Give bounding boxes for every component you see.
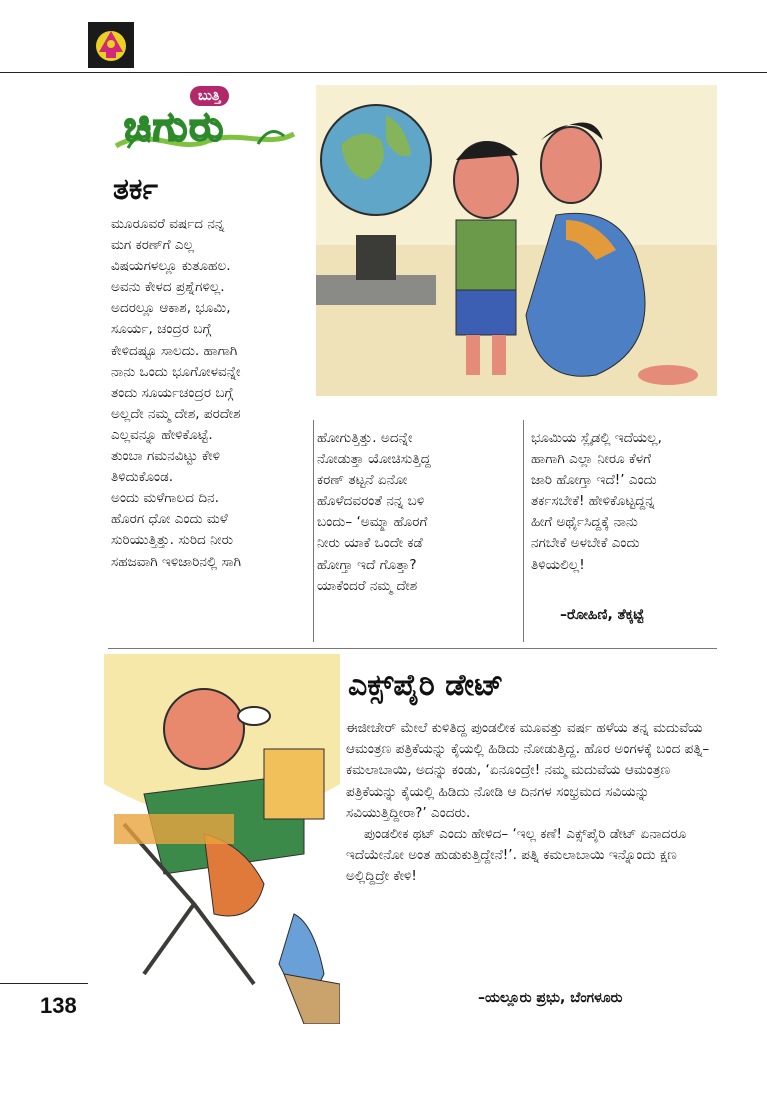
column-divider [313,420,314,642]
story1-column1: ಮೂರೂವರೆ ವರ್ಷದ ನನ್ನ ಮಗ ಕರಣ್‌ಗೆ ಎಲ್ಲ ವಿಷಯಗಳಲ್ಲೂ ಕುತೂಹಲ. ಅವನು ಕೇಳದ ಪ್ರಶ್ನೆಗಳಿಲ್ಲ. ಅದರಲ್ಲೂ ಆಕಾಶ, ಭೂಮಿ, ಸೂರ್ಯ, ಚಂದ್ರರ ಬಗ್ಗೆ ಕೇಳಿದಷ್ಟೂ ಸಾಲದು. ಹಾಗಾಗಿ ನಾನು ಒಂದು ಭೂಗೋಳವನ್ನೇ ತಂದು ಸೂರ್ಯಚಂದ್ರರ ಬಗ್ಗೆ ಅಲ್ಲದೇ ನಮ್ಮ ದೇಶ, ಪರದೇಶ ಎಲ್ಲವನ್ನೂ ಹೇಳಿಕೊಟ್ಟೆ. ತುಂಬಾ ಗಮನವಿಟ್ಟು ಕೇಳಿ ತಿಳಿದುಕೊಂಡ. ಅಂದು ಮಳೆಗಾಲದ ದಿನ. ಹೊರಗ ಧೋ ಎಂದು ಮಳೆ ಸುರಿಯುತ್ತಿತ್ತು. ಸುರಿದ ನೀರು ಸಹಜವಾಗಿ ಇಳಿಜಾರಿನಲ್ಲಿ ಸಾಗಿ [111,216,242,570]
column-divider [523,420,524,642]
story2-paragraph2: ಪುಂಡಲೀಕ ಥಟ್ ಎಂದು ಹೇಳಿದ– ‘ಇಲ್ಲ ಕಣೆ! ಎಕ್ಸ್‌ಪೈರಿ ಡೇಟ್ ಏನಾದರೂ ಇದೆಯೇನೋ ಅಂತ ಹುಡುಕುತ್ತಿದ್ದೇನೆ!’. ಪತ್ನಿ ಕಮಲಾಬಾಯಿ ಇನ್ನೊಂದು ಕ್ಷಣ ಅಲ್ಲಿದ್ದಿದ್ರೇ ಕೇಳಿ! [346,826,687,885]
footer-rule [0,983,88,984]
story1-column3: ಭೂಮಿಯ ಸ್ಲೈಡಲ್ಲಿ ಇದೆಯಲ್ಲ, ಹಾಗಾಗಿ ಎಲ್ಲಾ ನೀರೂ ಕೆಳಗೆ ಜಾರಿ ಹೋಗ್ತಾ ಇದೆ!’ ಎಂದು ತರ್ಕಸಬೇಕೆ! ಹೇಳಿಕೊಟ್ಟದ್ದನ್ನ ಹೀಗೆ ಅರ್ಥೈಸಿದ್ದಕ್ಕೆ ನಾನು ನಗಬೇಕೆ ಅಳಬೇಕೆ ಎಂದು ತಿಳಿಯಲಿಲ್ಲ! [531,430,662,573]
mother-child-globe-illustration [316,85,717,396]
man-reading-invitation-illustration [104,654,340,1024]
banner-subtitle: ಬುತ್ತಿ [190,86,229,106]
banner-title: ಚಿಗುರು [124,104,226,150]
section-banner [108,86,298,156]
header-rule [0,72,767,73]
page-number: 138 [40,993,77,1018]
story2-title: ಎಕ್ಸ್‌ಪೈರಿ ಡೇಟ್ [348,668,504,703]
story2-body [346,718,716,888]
story1-column2: ಹೋಗುತ್ತಿತ್ತು. ಅದನ್ನೇ ನೋಡುತ್ತಾ ಯೋಚಿಸುತ್ತಿದ್ದ ಕರಣ್ ತಟ್ಟನೆ ಏನೋ ಹೊಳೆದವರಂತೆ ನನ್ನ ಬಳಿ ಬಂದು– ‘ಅಮ್ಮಾ ಹೊರಗೆ ನೀರು ಯಾಕೆ ಒಂದೇ ಕಡೆ ಹೋಗ್ತಾ ಇದೆ ಗೊತ್ತಾ? ಯಾಕೆಂದರೆ ನಮ್ಮ ದೇಶ [317,430,431,594]
story-separator [108,648,717,649]
magazine-logo-icon [88,22,134,68]
story2-signature: –ಯಲ್ಲೂರು ಪ್ರಭು, ಬೆಂಗಳೂರು [478,990,623,1006]
story1-title: ತರ್ಕ [113,172,158,207]
story2-paragraph1: ಈಜೀಚೇರ್ ಮೇಲೆ ಕುಳಿತಿದ್ದ ಪುಂಡಲೀಕ ಮೂವತ್ತು ವರ್ಷ ಹಳೆಯ ತನ್ನ ಮದುವೆಯ ಆಮಂತ್ರಣ ಪತ್ರಿಕೆಯನ್ನು ಕೈಯಲ್ಲಿ ಹಿಡಿದು ನೋಡುತ್ತಿದ್ದ. ಹೊರ ಅಂಗಳಕ್ಕೆ ಬಂದ ಪತ್ನಿ– ಕಮಲಾಬಾಯಿ, ಅದನ್ನು ಕಂಡು, ‘ಏನೂಂದ್ರೇ! ನಮ್ಮ ಮದುವೆಯ ಆಮಂತ್ರಣ ಪತ್ರಿಕೆಯನ್ನು ಕೈಯಲ್ಲಿ ಹಿಡಿದು ನೋಡಿ ಆ ದಿನಗಳ ಸಂಭ್ರಮದ ಸವಿಯನ್ನು ಸವಿಯುತ್ತಿದ್ದೀರಾ?’ ಎಂದರು. [346,720,710,821]
story1-signature: –ರೋಹಿಣಿ, ತೆಕ್ಕಟ್ಟೆ [560,607,645,623]
